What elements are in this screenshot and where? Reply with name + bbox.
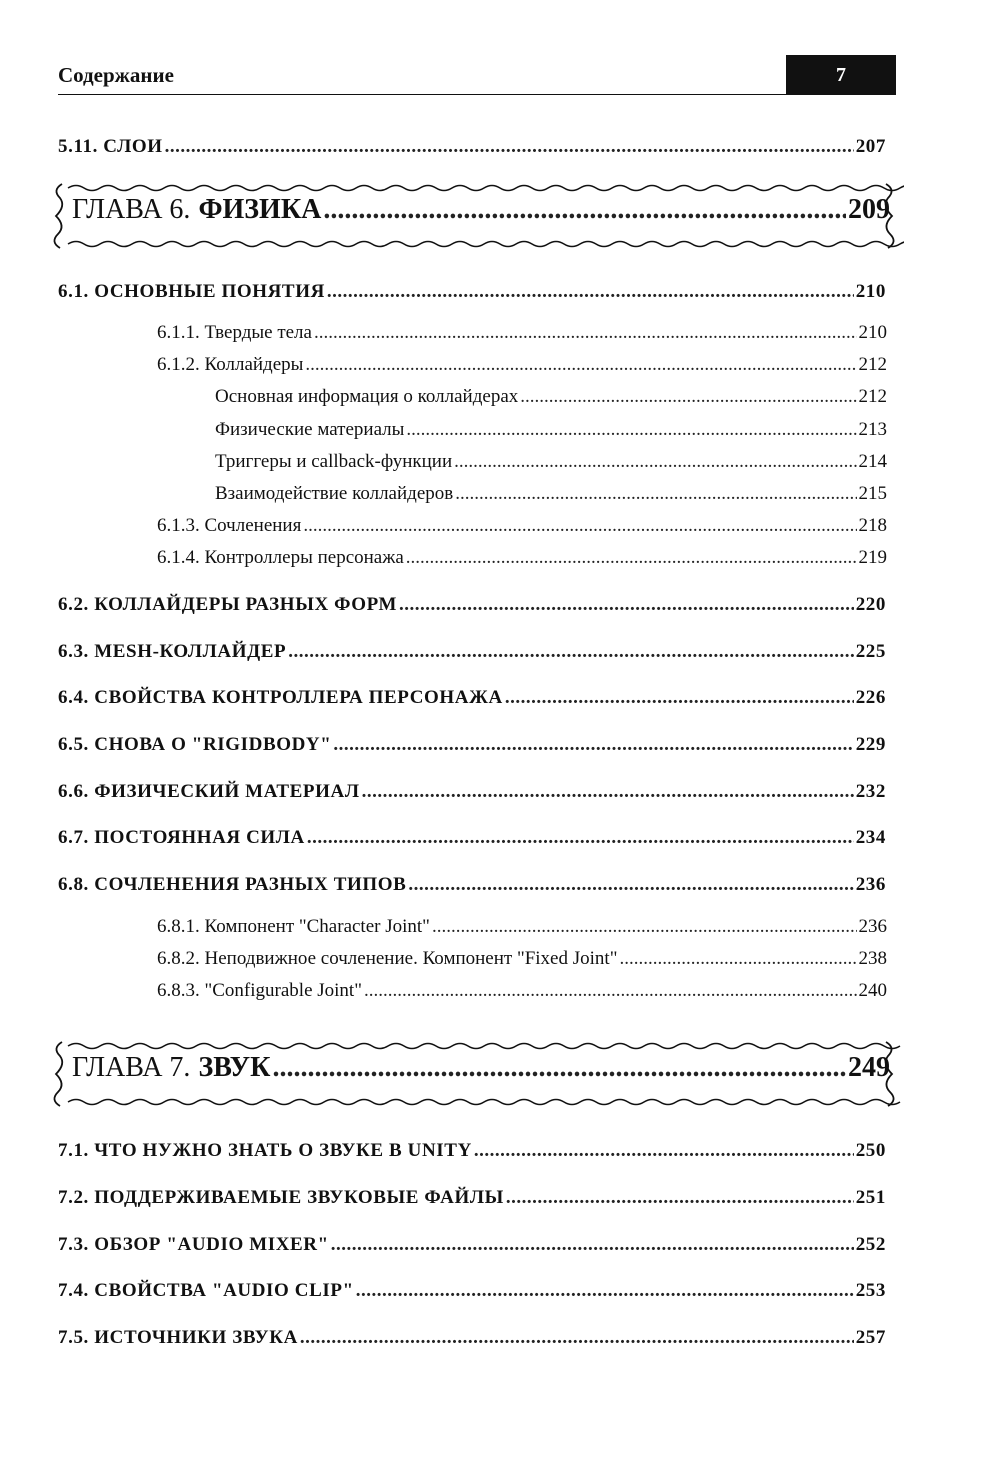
toc-entry-page: 225 [855, 641, 886, 662]
toc-entry-label: 6.8. СОЧЛЕНЕНИЯ РАЗНЫХ ТИПОВ [58, 874, 407, 895]
toc-entry-page: 234 [855, 827, 886, 848]
toc-entry-6-8-2[interactable] [157, 948, 887, 970]
toc-leader-dots [288, 641, 853, 663]
toc-leader-dots [619, 948, 856, 970]
toc-entry-page: 218 [858, 515, 887, 536]
toc-entry-label: 7.5. ИСТОЧНИКИ ЗВУКА [58, 1327, 298, 1348]
chapter-heading-7[interactable] [44, 1038, 904, 1110]
toc-entry-collider-interaction[interactable] [215, 483, 887, 505]
toc-entry-label: Физические материалы [215, 419, 405, 440]
toc-entry-page: 236 [858, 916, 887, 937]
toc-entry-7-4[interactable] [58, 1280, 886, 1302]
toc-leader-dots [454, 451, 856, 473]
toc-leader-dots [323, 194, 846, 226]
toc-entry-6-8-3[interactable] [157, 980, 887, 1002]
toc-entry-label: 6.6. ФИЗИЧЕСКИЙ МАТЕРИАЛ [58, 781, 360, 802]
toc-entry-label: 7.4. СВОЙСТВА "AUDIO CLIP" [58, 1280, 354, 1301]
toc-entry-label: 6.2. КОЛЛАЙДЕРЫ РАЗНЫХ ФОРМ [58, 594, 398, 615]
toc-entry-page: 207 [855, 136, 886, 157]
toc-leader-dots [314, 322, 857, 344]
toc-entry-page: 238 [858, 948, 887, 969]
chapter-word: ГЛАВА 7. [72, 1052, 191, 1083]
toc-leader-dots [408, 874, 853, 896]
toc-entry-6-7[interactable] [58, 827, 886, 849]
header-page-number: 7 [786, 55, 896, 95]
toc-entry-label: 6.1.1. Твердые тела [157, 322, 312, 343]
chapter-title: ЗВУК [198, 1052, 271, 1083]
toc-leader-dots [327, 281, 854, 303]
toc-entry-6-6[interactable] [58, 781, 886, 803]
toc-leader-dots [333, 734, 853, 756]
toc-leader-dots [300, 1327, 854, 1349]
toc-entry-label: 6.4. СВОЙСТВА КОНТРОЛЛЕРА ПЕРСОНАЖА [58, 687, 503, 708]
chapter-page: 249 [848, 1052, 890, 1083]
toc-entry-label: 7.2. ПОДДЕРЖИВАЕМЫЕ ЗВУКОВЫЕ ФАЙЛЫ [58, 1187, 504, 1208]
toc-entry-page: 213 [858, 419, 887, 440]
toc-entry-6-8[interactable] [58, 874, 886, 896]
toc-leader-dots [505, 687, 854, 709]
toc-entry-label: 6.5. СНОВА О "RIGIDBODY" [58, 734, 332, 755]
toc-leader-dots [362, 781, 854, 803]
toc-leader-dots [272, 1052, 846, 1084]
toc-entry-6-1-1[interactable] [157, 322, 887, 344]
toc-entry-page: 212 [858, 354, 887, 375]
toc-entry-page: 226 [855, 687, 886, 708]
toc-entry-page: 253 [855, 1280, 886, 1301]
toc-entry-page: 236 [855, 874, 886, 895]
toc-entry-6-1-2[interactable] [157, 354, 887, 376]
toc-leader-dots [474, 1140, 854, 1162]
toc-entry-page: 252 [855, 1234, 886, 1255]
toc-entry-page: 251 [855, 1187, 886, 1208]
toc-entry-page: 257 [855, 1327, 886, 1348]
toc-entry-page: 210 [855, 281, 886, 302]
toc-entry-label: 6.3. MESH-КОЛЛАЙДЕР [58, 641, 287, 662]
toc-leader-dots [303, 515, 856, 537]
toc-entry-7-2[interactable] [58, 1187, 886, 1209]
toc-entry-7-3[interactable] [58, 1234, 886, 1256]
toc-entry-page: 210 [858, 322, 887, 343]
toc-entry-colliders-basics[interactable] [215, 386, 887, 408]
toc-entry-label: 6.8.1. Компонент "Character Joint" [157, 916, 430, 937]
header-rule [58, 94, 888, 95]
toc-entry-page: 232 [855, 781, 886, 802]
toc-leader-dots [455, 483, 856, 505]
toc-entry-6-8-1[interactable] [157, 916, 887, 938]
toc-entry-6-1-4[interactable] [157, 547, 887, 569]
toc-leader-dots [399, 594, 854, 616]
toc-entry-label: 6.7. ПОСТОЯННАЯ СИЛА [58, 827, 305, 848]
toc-entry-label: Триггеры и callback-функции [215, 451, 453, 472]
toc-entry-label: 7.3. ОБЗОР "AUDIO MIXER" [58, 1234, 329, 1255]
toc-entry-page: 240 [858, 980, 887, 1001]
toc-entry-6-2[interactable] [58, 594, 886, 616]
toc-entry-label: 6.1. ОСНОВНЫЕ ПОНЯТИЯ [58, 281, 325, 302]
toc-entry-6-3[interactable] [58, 641, 886, 663]
toc-entry-page: 229 [855, 734, 886, 755]
toc-leader-dots [406, 547, 857, 569]
toc-entry-7-5[interactable] [58, 1327, 886, 1349]
toc-leader-dots [432, 916, 857, 938]
toc-entry-page: 215 [858, 483, 887, 504]
running-header [58, 55, 888, 95]
toc-entry-physic-materials[interactable] [215, 419, 887, 441]
toc-entry-7-1[interactable] [58, 1140, 886, 1162]
chapter-word: ГЛАВА 6. [72, 194, 191, 225]
toc-entry-label: 6.1.2. Коллайдеры [157, 354, 304, 375]
chapter-page: 209 [848, 194, 890, 225]
toc-entry-label: 6.1.4. Контроллеры персонажа [157, 547, 404, 568]
toc-entry-label: 6.8.3. "Configurable Joint" [157, 980, 362, 1001]
toc-leader-dots [520, 386, 856, 408]
toc-entry-5-11[interactable] [58, 136, 886, 158]
toc-leader-dots [364, 980, 857, 1002]
toc-entry-page: 219 [858, 547, 887, 568]
toc-entry-page: 250 [855, 1140, 886, 1161]
toc-entry-6-4[interactable] [58, 687, 886, 709]
toc-leader-dots [406, 419, 856, 441]
toc-entry-label: 7.1. ЧТО НУЖНО ЗНАТЬ О ЗВУКЕ В UNITY [58, 1140, 472, 1161]
chapter-title: ФИЗИКА [198, 194, 322, 225]
toc-leader-dots [165, 136, 854, 158]
toc-entry-label: 6.8.2. Неподвижное сочленение. Компонент "Fixed Joint" [157, 948, 618, 969]
toc-entry-triggers[interactable] [215, 451, 887, 473]
toc-entry-label: 5.11. СЛОИ [58, 136, 163, 157]
toc-entry-6-1-3[interactable] [157, 515, 887, 537]
toc-entry-label: Основная информация о коллайдерах [215, 386, 519, 407]
toc-entry-6-1[interactable] [58, 281, 886, 303]
toc-entry-page: 214 [858, 451, 887, 472]
header-title: Содержание [58, 63, 174, 87]
toc-entry-label: Взаимодействие коллайдеров [215, 483, 454, 504]
toc-leader-dots [307, 827, 854, 849]
toc-leader-dots [356, 1280, 854, 1302]
toc-entry-label: 6.1.3. Сочленения [157, 515, 302, 536]
toc-entry-page: 220 [855, 594, 886, 615]
toc-entry-6-5[interactable] [58, 734, 886, 756]
chapter-heading-6[interactable] [44, 180, 904, 252]
toc-leader-dots [305, 354, 856, 376]
toc-leader-dots [331, 1234, 854, 1256]
toc-entry-page: 212 [858, 386, 887, 407]
toc-leader-dots [506, 1187, 854, 1209]
